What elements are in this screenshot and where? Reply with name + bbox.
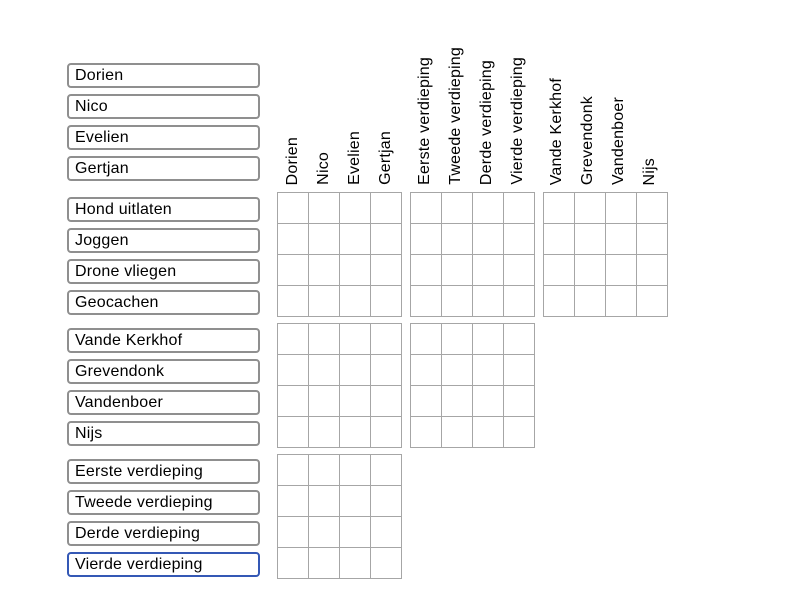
grid-cell[interactable] xyxy=(504,286,535,317)
grid-cell[interactable] xyxy=(371,486,402,517)
grid-cell[interactable] xyxy=(309,386,340,417)
grid-cell[interactable] xyxy=(278,355,309,386)
column-header-group-names xyxy=(277,14,401,192)
column-header-label: Grevendonk xyxy=(578,95,596,185)
puzzle-grid-activities-x-names xyxy=(277,192,402,317)
column-header xyxy=(471,14,502,192)
column-header-group-floors xyxy=(409,14,533,192)
category-label[interactable]: Dorien xyxy=(67,63,260,88)
grid-cell[interactable] xyxy=(278,455,309,486)
puzzle-grid-activities-x-surnames xyxy=(543,192,668,317)
grid-cell[interactable] xyxy=(473,286,504,317)
grid-cell[interactable] xyxy=(371,355,402,386)
column-header xyxy=(572,14,603,192)
grid-cell[interactable] xyxy=(278,386,309,417)
column-headers xyxy=(277,14,665,192)
grid-cell[interactable] xyxy=(309,255,340,286)
column-header xyxy=(541,14,572,192)
column-header-label: Dorien xyxy=(283,136,301,185)
puzzle-grid-surnames-x-names xyxy=(277,323,402,448)
grid-cell[interactable] xyxy=(309,517,340,548)
column-header xyxy=(409,14,440,192)
category-label[interactable]: Hond uitlaten xyxy=(67,197,260,222)
grid-cell[interactable] xyxy=(309,486,340,517)
grid-row xyxy=(277,323,535,448)
grid-cell[interactable] xyxy=(411,286,442,317)
grid-cell[interactable] xyxy=(637,193,668,224)
grid-cell[interactable] xyxy=(340,486,371,517)
grid-cell[interactable] xyxy=(544,286,575,317)
column-header xyxy=(370,14,401,192)
column-header xyxy=(277,14,308,192)
grid-cell[interactable] xyxy=(411,324,442,355)
puzzle-grid-activities-x-floors xyxy=(410,192,535,317)
grid-cell[interactable] xyxy=(340,517,371,548)
category-label[interactable]: Eerste verdieping xyxy=(67,459,260,484)
grid-cell[interactable] xyxy=(504,355,535,386)
puzzle-grid-floors-x-names xyxy=(277,454,402,579)
category-label[interactable]: Gertjan xyxy=(67,156,260,181)
grid-cell[interactable] xyxy=(340,455,371,486)
grid-cell[interactable] xyxy=(340,417,371,448)
grid-cell[interactable] xyxy=(411,255,442,286)
grid-cell[interactable] xyxy=(278,255,309,286)
grid-cell[interactable] xyxy=(371,255,402,286)
grid-cell[interactable] xyxy=(340,193,371,224)
grid-cell[interactable] xyxy=(606,193,637,224)
column-header-group-surnames xyxy=(541,14,665,192)
grid-cell[interactable] xyxy=(473,386,504,417)
grid-cell[interactable] xyxy=(411,224,442,255)
grid-cell[interactable] xyxy=(442,324,473,355)
grid-cell[interactable] xyxy=(340,255,371,286)
category-label[interactable]: Nico xyxy=(67,94,260,119)
grid-cell[interactable] xyxy=(309,548,340,579)
grid-cell[interactable] xyxy=(371,417,402,448)
grid-cell[interactable] xyxy=(473,324,504,355)
grid-cell[interactable] xyxy=(575,193,606,224)
column-header-label: Nijs xyxy=(640,157,658,185)
column-header-label: Gertjan xyxy=(376,131,394,185)
grid-cell[interactable] xyxy=(340,224,371,255)
grid-cell[interactable] xyxy=(442,224,473,255)
grid-cell[interactable] xyxy=(473,417,504,448)
grid-cell[interactable] xyxy=(309,417,340,448)
top-left-label-group xyxy=(67,63,260,181)
grid-cell[interactable] xyxy=(442,417,473,448)
grid-cell[interactable] xyxy=(544,255,575,286)
column-header xyxy=(634,14,665,192)
grid-cell[interactable] xyxy=(504,224,535,255)
grid-cell[interactable] xyxy=(278,517,309,548)
grid-cell[interactable] xyxy=(309,286,340,317)
category-label[interactable]: Evelien xyxy=(67,125,260,150)
grid-cell[interactable] xyxy=(504,193,535,224)
grid-cell[interactable] xyxy=(473,193,504,224)
column-header xyxy=(603,14,634,192)
grid-cell[interactable] xyxy=(411,417,442,448)
column-header xyxy=(339,14,370,192)
grid-cell[interactable] xyxy=(278,324,309,355)
category-label-focused[interactable]: Vierde verdieping xyxy=(67,552,260,577)
grid-cell[interactable] xyxy=(371,455,402,486)
column-header xyxy=(502,14,533,192)
grid-cell[interactable] xyxy=(340,324,371,355)
grid-cell[interactable] xyxy=(340,548,371,579)
column-header-label: Vierde verdieping xyxy=(508,57,526,185)
grid-cell[interactable] xyxy=(371,548,402,579)
column-header-label: Evelien xyxy=(345,131,363,185)
grid-cell[interactable] xyxy=(278,417,309,448)
grid-cell[interactable] xyxy=(606,286,637,317)
category-label[interactable]: Geocachen xyxy=(67,290,260,315)
category-label[interactable]: Grevendonk xyxy=(67,359,260,384)
grid-cell[interactable] xyxy=(606,255,637,286)
grid-cell[interactable] xyxy=(309,324,340,355)
category-label[interactable]: Vandenboer xyxy=(67,390,260,415)
grid-cell[interactable] xyxy=(637,255,668,286)
grid-cell[interactable] xyxy=(371,324,402,355)
row-label-group-floors xyxy=(67,459,260,577)
grid-cell[interactable] xyxy=(309,355,340,386)
grid-cell[interactable] xyxy=(411,355,442,386)
grid-cell[interactable] xyxy=(442,386,473,417)
grid-cell[interactable] xyxy=(411,386,442,417)
grid-cell[interactable] xyxy=(278,286,309,317)
grid-cell[interactable] xyxy=(340,386,371,417)
grid-cell[interactable] xyxy=(371,517,402,548)
grid-cell[interactable] xyxy=(473,224,504,255)
grid-cell[interactable] xyxy=(575,224,606,255)
grid-cell[interactable] xyxy=(340,355,371,386)
grid-cell[interactable] xyxy=(371,193,402,224)
grid-cell[interactable] xyxy=(371,386,402,417)
category-label[interactable]: Drone vliegen xyxy=(67,259,260,284)
grid-cell[interactable] xyxy=(504,386,535,417)
grid-cell[interactable] xyxy=(637,224,668,255)
grid-cell[interactable] xyxy=(442,193,473,224)
grid-cell[interactable] xyxy=(411,193,442,224)
grid-cell[interactable] xyxy=(504,417,535,448)
grid-cell[interactable] xyxy=(544,224,575,255)
grid-cell[interactable] xyxy=(309,455,340,486)
grid-cell[interactable] xyxy=(473,355,504,386)
grid-cell[interactable] xyxy=(473,255,504,286)
grid-cell[interactable] xyxy=(504,255,535,286)
category-label[interactable]: Joggen xyxy=(67,228,260,253)
grid-row xyxy=(277,454,402,579)
category-label[interactable]: Derde verdieping xyxy=(67,521,260,546)
grid-cell[interactable] xyxy=(278,486,309,517)
grid-cell[interactable] xyxy=(442,255,473,286)
grid-cell[interactable] xyxy=(309,193,340,224)
grid-row xyxy=(277,192,668,317)
row-label-group-surnames xyxy=(67,328,260,446)
puzzle-grid-surnames-x-floors xyxy=(410,323,535,448)
grid-cell[interactable] xyxy=(504,324,535,355)
column-header-label: Eerste verdieping xyxy=(415,57,433,185)
row-label-group-activities xyxy=(67,197,260,315)
column-header-label: Tweede verdieping xyxy=(446,47,464,185)
column-header-label: Vande Kerkhof xyxy=(547,77,565,185)
grid-cell[interactable] xyxy=(340,286,371,317)
grid-cell[interactable] xyxy=(371,286,402,317)
grid-cell[interactable] xyxy=(442,286,473,317)
column-header xyxy=(440,14,471,192)
grid-cell[interactable] xyxy=(309,224,340,255)
grid-cell[interactable] xyxy=(371,224,402,255)
category-label[interactable]: Nijs xyxy=(67,421,260,446)
category-label[interactable]: Tweede verdieping xyxy=(67,490,260,515)
grid-cell[interactable] xyxy=(575,255,606,286)
grid-cell[interactable] xyxy=(637,286,668,317)
grid-cell[interactable] xyxy=(606,224,637,255)
grid-cell[interactable] xyxy=(278,548,309,579)
column-header xyxy=(308,14,339,192)
grid-cell[interactable] xyxy=(278,224,309,255)
grid-cell[interactable] xyxy=(544,193,575,224)
column-header-label: Vandenboer xyxy=(609,97,627,185)
grid-cell[interactable] xyxy=(278,193,309,224)
column-header-label: Nico xyxy=(314,152,332,185)
grid-cell[interactable] xyxy=(442,355,473,386)
column-header-label: Derde verdieping xyxy=(477,59,495,185)
grid-cell[interactable] xyxy=(575,286,606,317)
category-label[interactable]: Vande Kerkhof xyxy=(67,328,260,353)
